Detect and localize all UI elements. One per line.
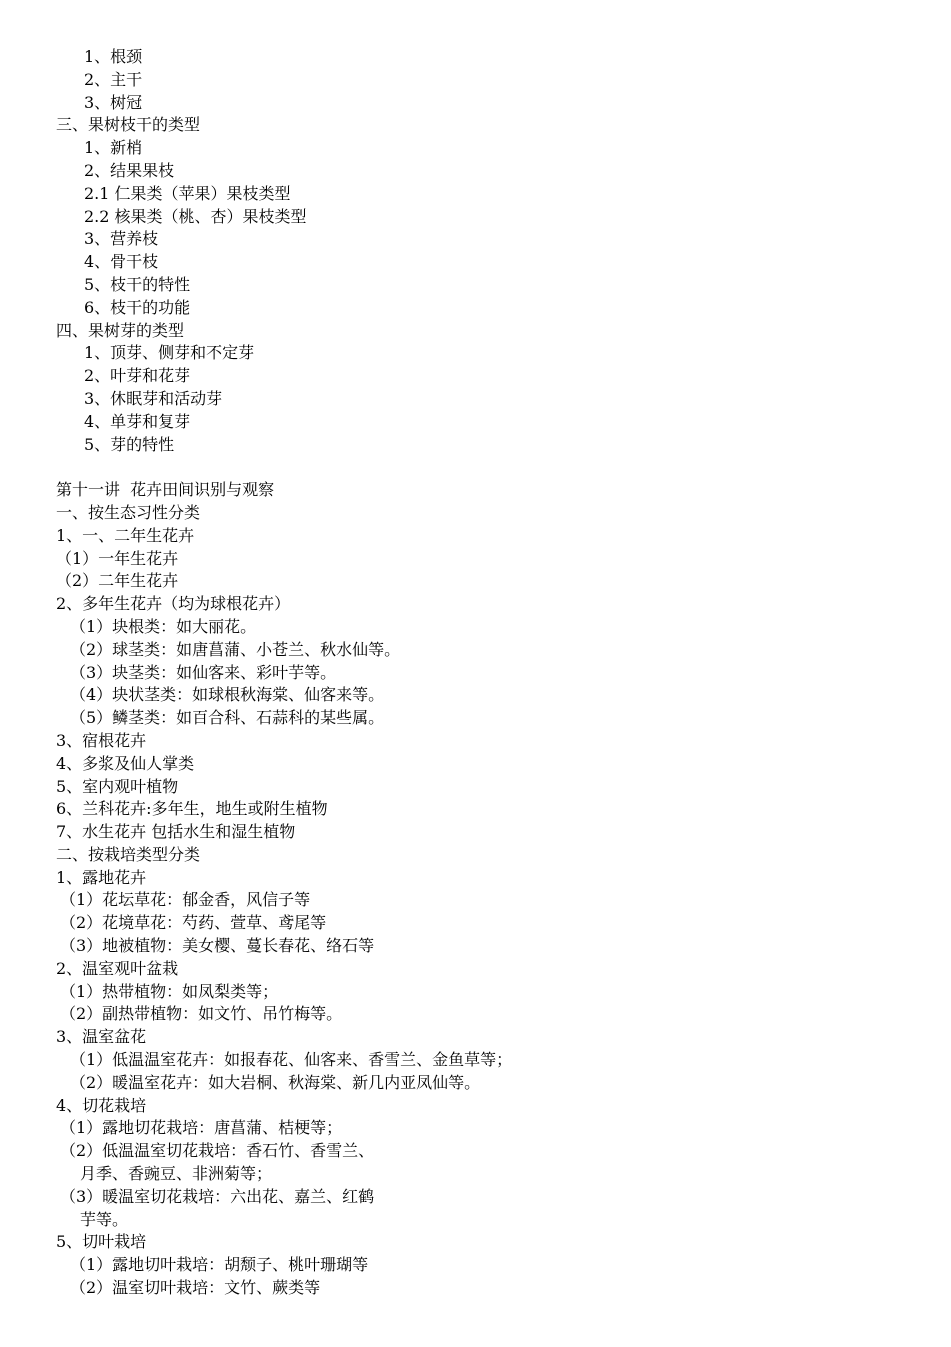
section-heading: 四、果树芽的类型: [56, 320, 185, 340]
text-line: （2）副热带植物：如文竹、吊竹梅等。: [60, 1004, 343, 1024]
text-line: （2）低温温室切花栽培：香石竹、香雪兰、: [60, 1141, 375, 1161]
text-line: 4、多浆及仙人掌类: [56, 753, 195, 773]
text-line: （2）温室切叶栽培：文竹、蕨类等: [70, 1278, 321, 1298]
text-line: （1）花坛草花：郁金香，风信子等: [60, 890, 311, 910]
text-line: 6、兰科花卉:多年生，地生或附生植物: [56, 799, 328, 819]
text-line: 芋等。: [80, 1209, 129, 1229]
text-line: 4、单芽和复芽: [84, 411, 191, 431]
text-line: 2.1 仁果类（苹果）果枝类型: [84, 183, 291, 203]
text-line: （1）露地切花栽培：唐菖蒲、桔梗等；: [60, 1118, 343, 1138]
text-line: （1）低温温室花卉：如报春花、仙客来、香雪兰、金鱼草等；: [70, 1050, 513, 1070]
text-line: 2.2 核果类（桃、杏）果枝类型: [84, 206, 307, 226]
text-line: （2）球茎类：如唐菖蒲、小苍兰、秋水仙等。: [70, 639, 401, 659]
text-line: 1、露地花卉: [56, 867, 147, 887]
text-line: 2、多年生花卉（均为球根花卉）: [56, 594, 291, 614]
text-line: 1、新梢: [84, 138, 143, 158]
text-line: 1、根颈: [84, 47, 143, 66]
text-line: （4）块状茎类：如球根秋海棠、仙客来等。: [70, 685, 385, 705]
text-line: （2）花境草花：芍药、萱草、鸢尾等: [60, 913, 327, 933]
text-line: 5、室内观叶植物: [56, 776, 179, 796]
text-line: 5、芽的特性: [84, 434, 175, 454]
section-heading: 一、按生态习性分类: [56, 502, 201, 522]
text-line: 3、宿根花卉: [56, 730, 147, 750]
text-line: （2）二年生花卉: [56, 571, 179, 591]
text-line: 3、营养枝: [84, 229, 159, 249]
text-line: 1、一、二年生花卉: [56, 525, 195, 545]
text-line: 4、骨干枝: [84, 252, 159, 272]
text-line: 5、切叶栽培: [56, 1232, 147, 1252]
section-heading: 三、果树枝干的类型: [56, 115, 201, 135]
section-heading: 二、按栽培类型分类: [56, 844, 201, 864]
text-line: 3、温室盆花: [56, 1027, 147, 1047]
text-line: （1）一年生花卉: [56, 548, 179, 568]
text-line: 3、树冠: [84, 92, 143, 112]
text-line: 2、叶芽和花芽: [84, 366, 191, 386]
text-line: （5）鳞茎类：如百合科、石蒜科的某些属。: [70, 708, 385, 728]
text-line: 1、顶芽、侧芽和不定芽: [84, 343, 255, 363]
lecture-title: 第十一讲 花卉田间识别与观察: [56, 480, 275, 500]
text-line: （3）块茎类：如仙客来、彩叶芋等。: [70, 662, 337, 682]
document-body: [56, 46, 916, 1300]
text-line: 7、水生花卉 包括水生和湿生植物: [56, 822, 296, 842]
text-line: （3）暖温室切花栽培：六出花、嘉兰、红鹤: [60, 1186, 375, 1206]
text-line: （3）地被植物：美女樱、蔓长春花、络石等: [60, 936, 375, 956]
text-line: 2、结果果枝: [84, 160, 175, 180]
text-line: 5、枝干的特性: [84, 274, 191, 294]
text-line: 3、休眠芽和活动芽: [84, 388, 223, 408]
text-line: 4、切花栽培: [56, 1095, 147, 1115]
text-line: （1）露地切叶栽培：胡颓子、桃叶珊瑚等: [70, 1255, 369, 1275]
text-line: 月季、香豌豆、非洲菊等；: [80, 1164, 273, 1184]
text-line: 2、主干: [84, 69, 143, 89]
text-line: 6、枝干的功能: [84, 297, 191, 317]
blank-line: [56, 456, 916, 479]
text-line: （1）热带植物：如凤梨类等；: [60, 981, 279, 1001]
text-line: 2、温室观叶盆栽: [56, 958, 179, 978]
text-line: （1）块根类：如大丽花。: [70, 616, 257, 636]
text-line: （2）暖温室花卉：如大岩桐、秋海棠、新几内亚凤仙等。: [70, 1072, 481, 1092]
